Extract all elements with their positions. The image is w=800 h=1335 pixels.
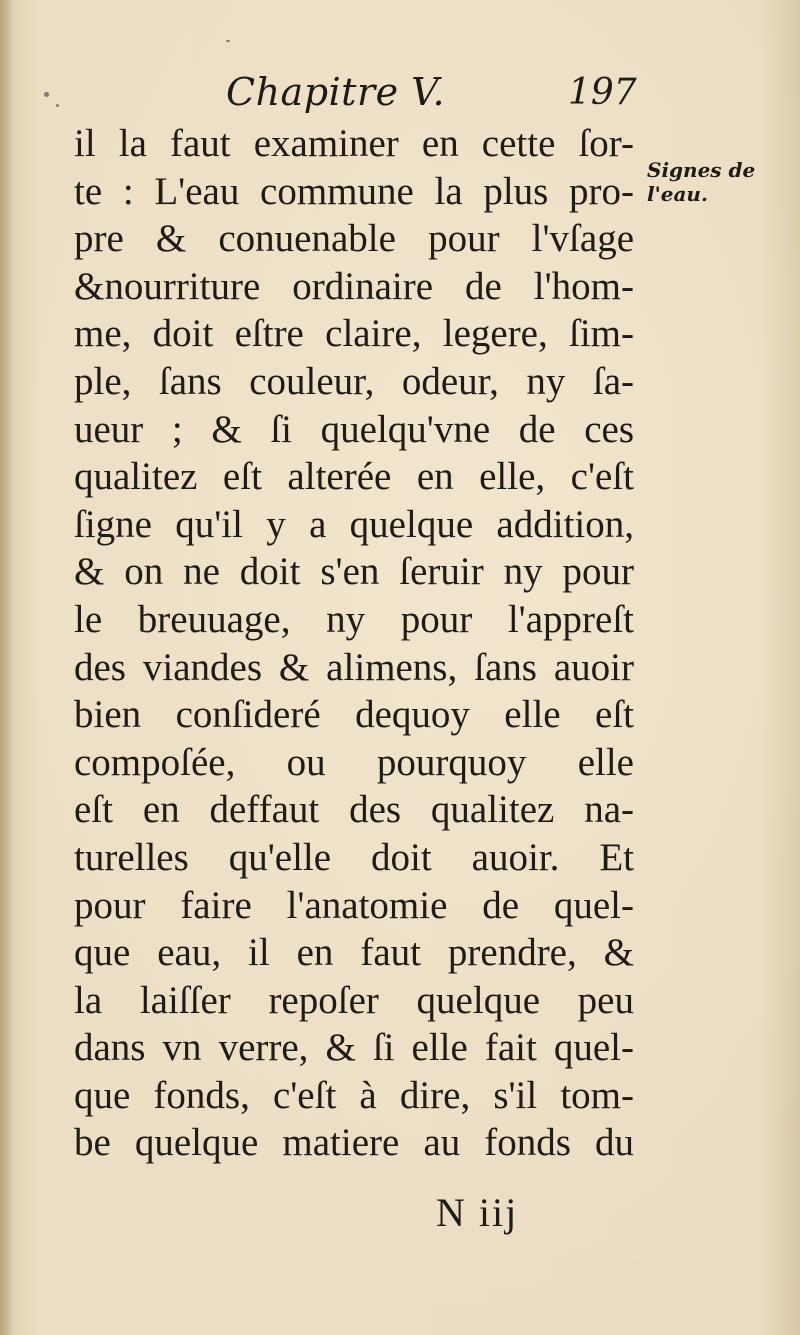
ink-speck — [226, 40, 230, 42]
text-line: le breuuage, ny pour l'appreſt — [74, 597, 634, 641]
text-line: ple, ſans couleur, odeur, ny ſa- — [74, 359, 634, 403]
text-line: te : L'eau commune la plus pro- — [74, 169, 634, 213]
text-line: &nourriture ordinaire de l'hom- — [74, 264, 634, 308]
text-line: que eau, il en faut prendre, & — [74, 931, 634, 975]
text-line: pour faire l'anatomie de quel- — [74, 883, 634, 927]
text-line: turelles qu'elle doit auoir. Et — [74, 835, 634, 879]
text-line: & on ne doit s'en ſeruir ny pour — [74, 550, 634, 594]
text-line: la laiſſer repoſer quelque peu — [74, 978, 634, 1022]
margin-note-line: l'eau. — [647, 182, 708, 206]
spine-shadow — [0, 0, 12, 1335]
page-number: 197 — [568, 72, 637, 113]
text-line: be quelque matiere au fonds du — [74, 1121, 634, 1165]
chapter-title: Chapitre V. — [226, 70, 446, 114]
text-line: me, doit eſtre claire, legere, ſim- — [74, 312, 634, 356]
signature-mark: N iij — [436, 1190, 519, 1235]
text-line: pre & conuenable pour l'vſage — [74, 217, 634, 261]
text-line: bien conſideré dequoy elle eſt — [74, 693, 634, 737]
running-head — [0, 62, 800, 122]
text-line: eſt en deffaut des qualitez na- — [74, 788, 634, 832]
margin-note — [647, 158, 767, 206]
margin-note-line: Signes de — [647, 158, 756, 182]
text-line: ueur ; & ſi quelqu'vne de ces — [74, 407, 634, 451]
text-line: compoſée, ou pourquoy elle — [74, 740, 634, 784]
text-line: dans vn verre, & ſi elle fait quel- — [74, 1026, 634, 1070]
text-line: des viandes & alimens, ſans auoir — [74, 645, 634, 689]
text-line: il la faut examiner en cette ſor- — [74, 122, 634, 165]
text-line: qualitez eſt alterée en elle, c'eſt — [74, 455, 634, 499]
body-text — [74, 120, 634, 1167]
text-line: ſigne qu'il y a quelque addition, — [74, 502, 634, 546]
text-line: que fonds, c'eſt à dire, s'il tom- — [74, 1073, 634, 1117]
